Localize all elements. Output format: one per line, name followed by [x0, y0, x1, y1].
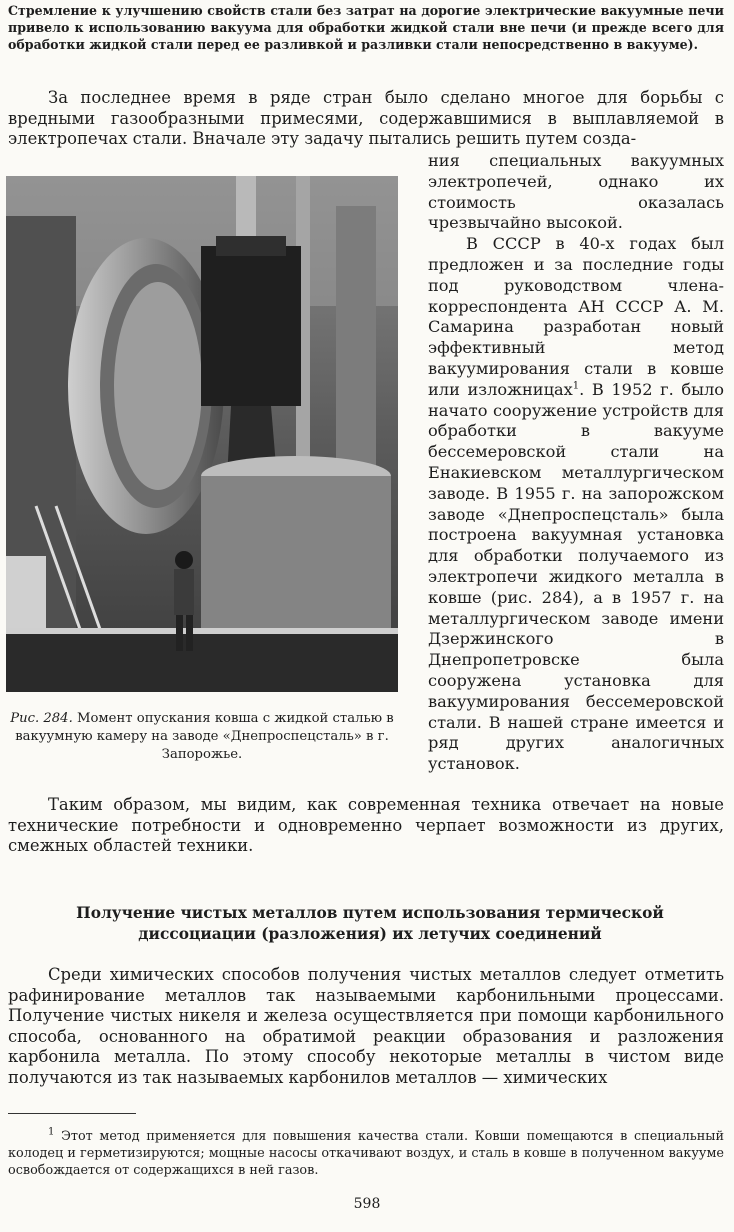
column-paragraph-ussr-rest: . В 1952 г. было начато сооружение устройств для обработки в вакууме бессемеровской стали на Енакиевском металлургическом заводе. В 1955 г. на запорожском заводе «Днепроспецсталь» была построена вакуумная установка для обработки получаемого из электропечи жидкого металла в ковше (рис. 284), а в 1957 г. на металлургическом заводе имени Дзержинского в Днепропетровске была сооружена установка для вакуумирования бессемеровской стали. В нашей стране имеется и ряд других аналогичных установок.	[428, 379, 725, 774]
factory-photo-image	[6, 176, 398, 692]
column-paragraph-ussr-start: В СССР в 40-х годах был предложен и за последние годы под руководством члена-корреспондента АН СССР А. М. Самарина разработан новый эффективный метод вакуумирования стали в ковше или изложницах	[428, 234, 724, 399]
text-column-right	[428, 151, 724, 775]
footnote-divider	[8, 1113, 136, 1114]
footnote-reference: 1	[572, 380, 580, 392]
footnote-mark: 1	[48, 1126, 55, 1138]
section-heading: Получение чистых металлов путем использования термической диссоциации (разложения) их летучих соединений	[76, 904, 664, 943]
figure-number: Рис. 284.	[10, 711, 73, 726]
page-number: 598	[353, 1196, 381, 1212]
figure-caption-text: Момент опускания ковша с жидкой сталью в вакуумную камеру на заводе «Днепроспецсталь» в г. Запорожье.	[15, 711, 394, 762]
paragraph-vacuum-intro: За последнее время в ряде стран было сделано многое для борьбы с вредными газообразными примесями, содержавшимися в выплавляемой в электропечах стали. Вначале эту задачу пытались решить путем созда-	[8, 88, 724, 149]
column-paragraph-continuation: ния специальных вакуумных электропечей, однако их стоимость оказалась чрезвычайно высокой.	[428, 151, 724, 233]
figure-photo-ladle	[6, 176, 398, 692]
footnote	[8, 1128, 724, 1179]
intro-paragraph: Стремление к улучшению свойств стали без затрат на дорогие электрические вакуумные печи привело к использованию вакуума для обработки жидкой стали вне печи (и прежде всего для обработки жидкой стали перед ее разливкой и разливки стали непосредственно в вакууме).	[8, 3, 724, 52]
paragraph-conclusion: Таким образом, мы видим, как современная техника отвечает на новые технические потребности и одновременно черпает возможности из других, смежных областей техники.	[8, 795, 724, 856]
column-paragraph-ussr	[428, 234, 724, 775]
footnote-text: Этот метод применяется для повышения качества стали. Ковши помещаются в специальный колодец и герметизируются; мощные насосы откачивают воздух, и сталь в ковше в полученном вакууме освобождается от содержащихся в ней газов.	[8, 1129, 724, 1178]
figure-caption	[6, 710, 398, 764]
section-paragraph: Среди химических способов получения чистых металлов следует отметить рафинирование металлов так называемыми карбонильными процессами. Получение чистых никеля и железа осуществляется при помощи карбонильного способа, основанного на обратимой реакции образования и разложения карбонила металла. По этому способу некоторые металлы в чистом виде получаются из так называемых карбонилов металлов — химических	[8, 965, 724, 1087]
